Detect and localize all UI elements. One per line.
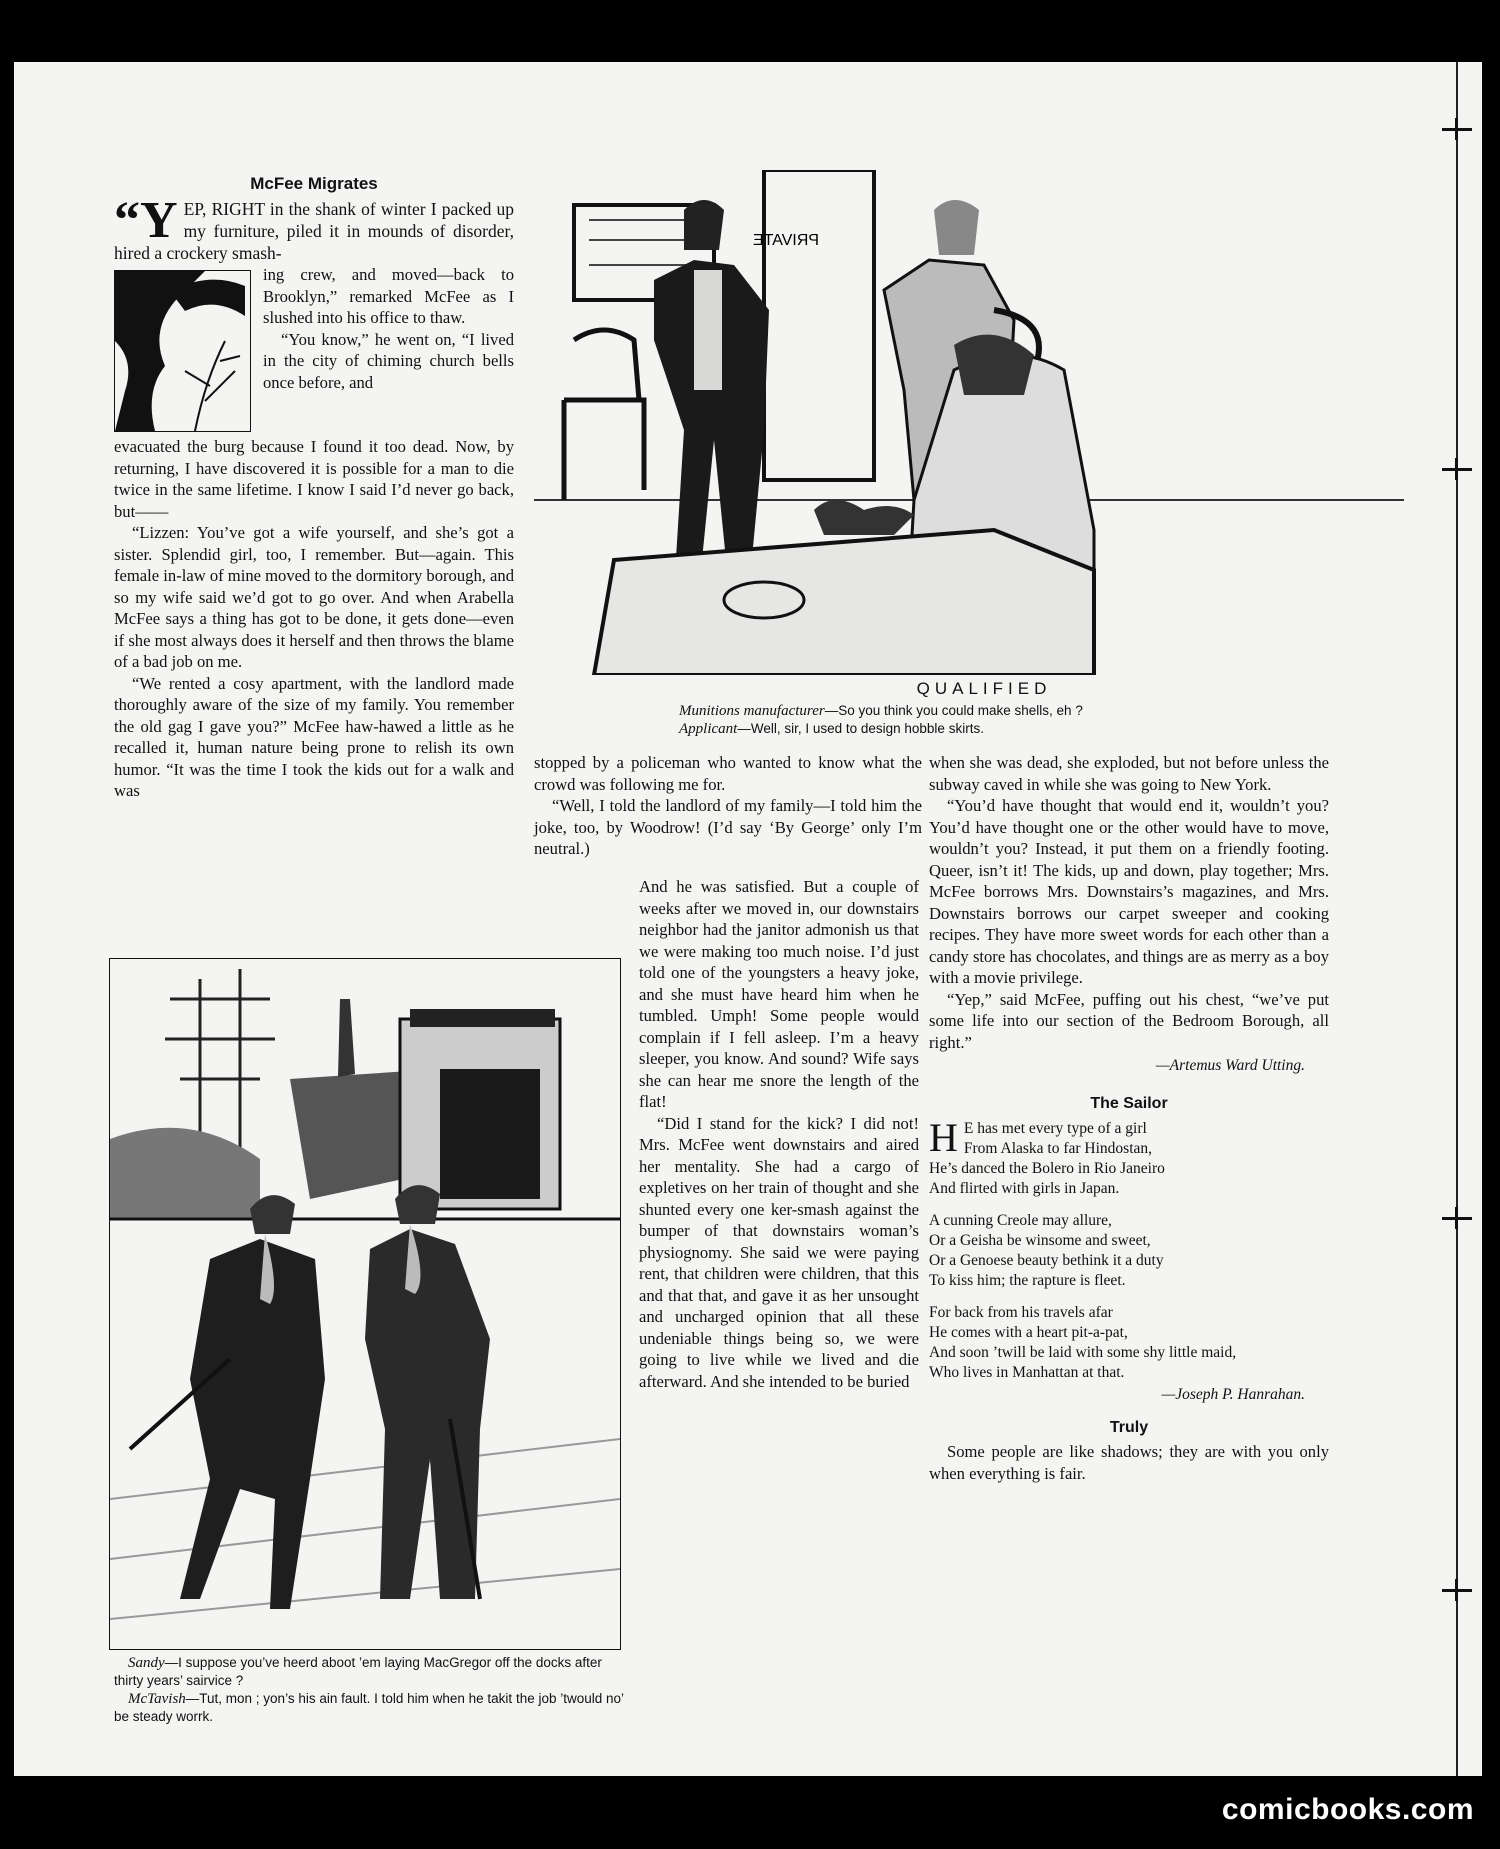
binder-mark — [1442, 1589, 1472, 1592]
poem-drop-cap: H — [929, 1115, 958, 1160]
caption-speaker: Munitions manufacturer — [679, 703, 825, 719]
cartoon-caption-top: Munitions manufacturer—So you think you could make shells, eh ? Applicant—Well, sir, I used to design hobble skirts. — [679, 703, 1083, 737]
article-column-2-top: stopped by a policeman who wanted to know what the crowd was following me for. “Well, I told the landlord of my family—I told him the joke, too, by Woodrow! (I’d say ‘By George’ only I’m neutral.) — [534, 753, 922, 858]
article-column-2: And he was satisfied. But a couple of weeks after we moved in, our downstairs neighbor had the janitor admonish us that we were making too much noise. I’d just told one of the youngsters a heavy joke, and she must have heard him when he tumbled. Umph! Some people would complain if I fell asleep. I’m a heavy sleeper, you know. And sound? Wife says she can hear me snore the length of the flat! “Did I stand for the kick? I did not! Mrs. McFee went downstairs and aired her mentality. She had a cargo of expletives on her train of thought and she shunted every one ker-smash against the bumper of that downstairs woman’s physiognomy. She said we were paying rent, that children were children, that this and that that, and gave it as her unsought and uncharged opinion that all these undeniable things being so, we were going to live while we lived and die afterward. And she intended to be buried — [639, 877, 919, 1391]
article-wrap: ing crew, and moved—back to Brooklyn,” remarked McFee as I slushed into his office to thaw. “You know,” he went on, “I lived in the city of chiming church bells once before, and — [263, 265, 514, 392]
cartoon-qualified — [534, 170, 1404, 675]
cartoon-dock-drawing — [110, 959, 620, 1649]
article-signature: —Artemus Ward Utting. — [1155, 1057, 1305, 1074]
door-sign: PRIVATE — [752, 232, 819, 249]
article-column-3: when she was dead, she exploded, but not before unless the subway caved in while she was going to New York. “You’d have thought that would end it, wouldn’t you? You’d have thought one or the other would have to move, wouldn’t you? Instead, it put them on a friendly footing. Queer, isn’t it! The kids, up and down, play together; Mrs. McFee borrows Mrs. Downstairs’s magazines, and Mrs. Downstairs borrows our carpet sweeper and cooking recipes. They have more sweet words for each other than a candy store has chocolates, and things are as merry as a boy with a movie privilege. “Yep,” said McFee, puffing out his chest, “we’ve put some life into our section of the Bedroom Borough, all right.” —Artemus Ward Utting. The Sailor H E has met every type of a girl From Alaska to far Hindostan, He’s danced the Bolero in Rio Janeiro And flirted with girls in Japan. A cunning Creole may allure, Or a Geisha be winsome and sweet, Or a Genoese beauty bethink it a duty To kiss him; the rapture is fleet. For back from his travels afar He comes with a heart pit-a-pat, And soon ’twill be laid with some shy little maid, Who lives in Manhattan at that. —Joseph P. Hanrahan. Truly Some people are like shadows; they are with you only when everything is fair. — [929, 753, 1329, 1483]
poem-body: H E has met every type of a girl From Alaska to far Hindostan, He’s danced the Bolero in Rio Janeiro And flirted with girls in Japan. A cunning Creole may allure, Or a Geisha be winsome and sweet, Or a Genoese beauty bethink it a duty To kiss him; the rapture is fleet. For back from his travels afar He comes with a heart pit-a-pat, And soon ’twill be laid with some shy little maid, Who lives in Manhattan at that. —Joseph P. Hanrahan. — [929, 1119, 1329, 1405]
spot-illustration — [114, 270, 251, 432]
binder-mark — [1442, 1217, 1472, 1220]
binder-mark — [1442, 128, 1472, 131]
poem-author: —Joseph P. Hanrahan. — [1161, 1386, 1305, 1403]
caption-speaker: Sandy — [128, 1655, 165, 1671]
magazine-page — [14, 62, 1482, 1776]
caption-speaker: Applicant — [679, 721, 738, 737]
article-lead: “YEP, RIGHT in the shank of winter I packed up my furniture, piled it in mounds of disorder, hired a crockery smash- — [114, 192, 514, 263]
cartoon-title: QUALIFIED — [916, 679, 1052, 698]
article-column-1 — [114, 174, 514, 802]
cartoon-qualified-drawing — [534, 170, 1404, 675]
cartoon-dock — [109, 958, 621, 1650]
page-edge-line — [1456, 62, 1458, 1776]
cartoon-caption-bottom: Sandy—I suppose you’ve heerd aboot ’em laying MacGregor off the docks after thirty years’ sairvice ? McTavish—Tut, mon ; yon’s his ain fault. I told him when he takit the job ’twould no’ be steady worrk. — [114, 1655, 624, 1724]
spot-illustration-drawing — [115, 271, 250, 431]
truly-title: Truly — [1109, 1419, 1149, 1436]
article-body-col1: evacuated the burg because I found it too dead. Now, by returning, I have discovered it is possible for a man to die twice in the same lifetime. I know I said I’d never go back, but—— “Lizzen: You’ve got a wife yourself, and she’s got a sister. Splendid girl, too, I remember. But—again. This female in-law of mine moved to the dormitory borough, and so my wife said we’d got to go over. And when Arabella McFee says a thing has got to be done, it gets done—even if she most always does it herself and then throws the blame of a bad job on me. “We rented a cosy apartment, with the landlord made thoroughly aware of the size of my family. You remember the old gag I gave you?” McFee haw-hawed a little as he recalled it, human nature being prone to relish its own humor. “It was the time I took the kids out for a walk and was — [114, 437, 514, 800]
caption-speaker: McTavish — [128, 1691, 186, 1707]
truly-text: Some people are like shadows; they are with you only when everything is fair. — [929, 1442, 1329, 1483]
drop-cap: “Y — [114, 192, 178, 249]
binder-mark — [1442, 468, 1472, 471]
poem-title: The Sailor — [1090, 1095, 1168, 1112]
site-watermark: comicbooks.com — [1221, 1793, 1474, 1826]
article-title: McFee Migrates — [250, 174, 378, 193]
